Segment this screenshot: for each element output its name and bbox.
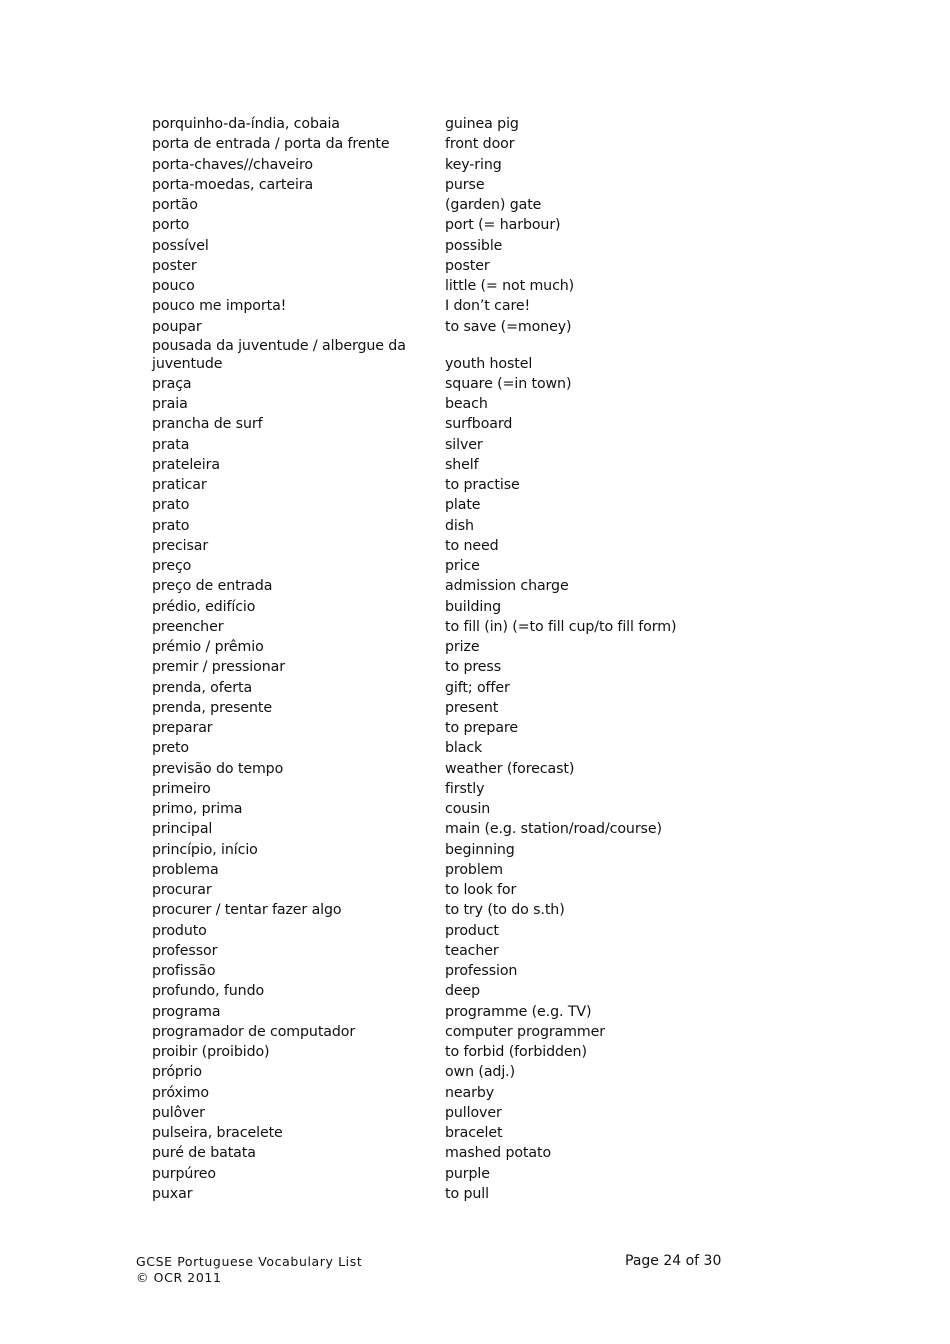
english-translation: price bbox=[445, 558, 480, 574]
english-translation: plate bbox=[445, 497, 481, 514]
vocab-row bbox=[152, 414, 712, 434]
english-translation: possible bbox=[445, 237, 503, 254]
portuguese-term: puré de batata bbox=[152, 1145, 256, 1162]
english-translation: nearby bbox=[445, 1084, 495, 1101]
portuguese-term: precisar bbox=[152, 537, 209, 554]
vocab-row bbox=[152, 900, 712, 920]
english-translation: to forbid (forbidden) bbox=[445, 1044, 587, 1060]
portuguese-term: praticar bbox=[152, 477, 207, 493]
english-translation: building bbox=[445, 598, 502, 615]
portuguese-term: principal bbox=[152, 821, 213, 838]
portuguese-term: próprio bbox=[152, 1064, 202, 1081]
vocab-row bbox=[152, 296, 712, 316]
vocab-row bbox=[152, 317, 712, 337]
portuguese-term: porto bbox=[152, 217, 190, 234]
portuguese-term: prata bbox=[152, 436, 190, 453]
portuguese-term: pouco bbox=[152, 278, 195, 294]
vocab-row bbox=[152, 276, 712, 296]
english-translation: admission charge bbox=[445, 578, 569, 595]
vocab-row bbox=[152, 1123, 712, 1143]
portuguese-term: previsão do tempo bbox=[152, 760, 284, 777]
english-translation: to save (=money) bbox=[445, 318, 572, 335]
english-translation: own (adj.) bbox=[445, 1064, 516, 1081]
vocab-row bbox=[152, 698, 712, 718]
portuguese-term: pulseira, bracelete bbox=[152, 1125, 283, 1141]
vocab-row bbox=[152, 799, 712, 819]
page-number: Page 24 of 30 bbox=[625, 1253, 722, 1269]
english-translation: youth hostel bbox=[445, 356, 533, 373]
portuguese-term: prancha de surf bbox=[152, 416, 263, 433]
vocab-row bbox=[152, 597, 712, 617]
english-translation: weather (forecast) bbox=[445, 760, 575, 777]
vocab-row bbox=[152, 819, 712, 839]
portuguese-term: prateleira bbox=[152, 456, 220, 473]
portuguese-term: primo, prima bbox=[152, 801, 243, 817]
english-translation: pullover bbox=[445, 1104, 502, 1121]
portuguese-term: profissão bbox=[152, 963, 216, 979]
portuguese-term: portão bbox=[152, 197, 198, 213]
portuguese-term: pousada da juventude / albergue da juventude bbox=[152, 337, 406, 373]
vocabulary-table bbox=[152, 114, 712, 1204]
vocab-row bbox=[152, 941, 712, 961]
portuguese-term: preço de entrada bbox=[152, 578, 273, 595]
portuguese-term: porta-moedas, carteira bbox=[152, 176, 314, 193]
vocab-row bbox=[152, 155, 712, 175]
english-translation: shelf bbox=[445, 456, 479, 473]
english-translation: to look for bbox=[445, 882, 517, 898]
vocab-row bbox=[152, 475, 712, 495]
english-translation: beginning bbox=[445, 841, 515, 858]
english-translation: teacher bbox=[445, 942, 499, 959]
english-translation: (garden) gate bbox=[445, 197, 542, 213]
vocab-row bbox=[152, 556, 712, 576]
vocab-row bbox=[152, 1042, 712, 1062]
portuguese-term: pulôver bbox=[152, 1104, 205, 1121]
portuguese-term: próximo bbox=[152, 1084, 209, 1101]
english-translation: port (= harbour) bbox=[445, 217, 561, 234]
portuguese-term: puxar bbox=[152, 1185, 193, 1202]
english-translation: present bbox=[445, 699, 499, 716]
vocab-row bbox=[152, 981, 712, 1001]
english-translation: programme (e.g. TV) bbox=[445, 1003, 592, 1020]
vocab-row bbox=[152, 374, 712, 394]
portuguese-term: prédio, edifício bbox=[152, 598, 256, 615]
vocab-row bbox=[152, 175, 712, 195]
english-translation: computer programmer bbox=[445, 1023, 605, 1040]
portuguese-term: programa bbox=[152, 1003, 221, 1020]
english-translation: to need bbox=[445, 537, 499, 554]
vocab-row bbox=[152, 435, 712, 455]
portuguese-term: porta de entrada / porta da frente bbox=[152, 136, 390, 153]
vocab-row bbox=[152, 1062, 712, 1082]
vocab-row bbox=[152, 961, 712, 981]
english-translation: cousin bbox=[445, 801, 491, 817]
english-translation: little (= not much) bbox=[445, 278, 575, 294]
english-translation: to practise bbox=[445, 477, 520, 493]
portuguese-term: princípio, início bbox=[152, 841, 258, 858]
english-translation: front door bbox=[445, 136, 515, 153]
english-translation: problem bbox=[445, 861, 504, 878]
english-translation: purse bbox=[445, 176, 485, 193]
vocab-row bbox=[152, 718, 712, 738]
vocab-row bbox=[152, 1002, 712, 1022]
portuguese-term: proibir (proibido) bbox=[152, 1044, 270, 1060]
english-translation: deep bbox=[445, 983, 481, 1000]
portuguese-term: preço bbox=[152, 558, 192, 574]
vocab-row bbox=[152, 1022, 712, 1042]
english-translation: to try (to do s.th) bbox=[445, 902, 565, 919]
vocab-row bbox=[152, 134, 712, 154]
vocab-row bbox=[152, 1083, 712, 1103]
vocab-row bbox=[152, 215, 712, 235]
portuguese-term: prato bbox=[152, 517, 190, 534]
vocab-row bbox=[152, 1143, 712, 1163]
portuguese-term: pouco me importa! bbox=[152, 298, 287, 315]
vocab-row bbox=[152, 1184, 712, 1204]
vocab-row bbox=[152, 1103, 712, 1123]
vocab-row bbox=[152, 738, 712, 758]
portuguese-term: procurer / tentar fazer algo bbox=[152, 902, 342, 919]
english-translation: key-ring bbox=[445, 156, 502, 173]
portuguese-term: poupar bbox=[152, 318, 202, 335]
vocab-row bbox=[152, 114, 712, 134]
vocab-row bbox=[152, 394, 712, 414]
vocab-row bbox=[152, 536, 712, 556]
vocab-row bbox=[152, 840, 712, 860]
portuguese-term: produto bbox=[152, 922, 207, 939]
english-translation: mashed potato bbox=[445, 1145, 552, 1162]
portuguese-term: preencher bbox=[152, 618, 224, 635]
portuguese-term: primeiro bbox=[152, 780, 211, 797]
vocab-row bbox=[152, 455, 712, 475]
vocab-row bbox=[152, 236, 712, 256]
english-translation: gift; offer bbox=[445, 679, 510, 696]
english-translation: bracelet bbox=[445, 1125, 503, 1141]
vocab-row bbox=[152, 195, 712, 215]
portuguese-term: praia bbox=[152, 396, 188, 412]
english-translation: prize bbox=[445, 639, 480, 655]
portuguese-term: profundo, fundo bbox=[152, 983, 265, 1000]
footer-copyright: © OCR 2011 bbox=[136, 1270, 222, 1285]
english-translation: to fill (in) (=to fill cup/to fill form) bbox=[445, 618, 677, 635]
english-translation: profession bbox=[445, 963, 518, 979]
portuguese-term: possível bbox=[152, 237, 209, 254]
portuguese-term: professor bbox=[152, 942, 218, 959]
english-translation: I don’t care! bbox=[445, 298, 531, 315]
english-translation: to prepare bbox=[445, 720, 518, 736]
footer-left bbox=[136, 1254, 362, 1286]
english-translation: purple bbox=[445, 1165, 490, 1182]
english-translation: silver bbox=[445, 436, 483, 453]
english-translation: beach bbox=[445, 396, 488, 412]
vocab-row bbox=[152, 1164, 712, 1184]
portuguese-term: premir / pressionar bbox=[152, 659, 285, 676]
english-translation: surfboard bbox=[445, 416, 513, 433]
portuguese-term: prémio / prêmio bbox=[152, 639, 264, 655]
vocab-row bbox=[152, 495, 712, 515]
vocab-row bbox=[152, 576, 712, 596]
english-translation: guinea pig bbox=[445, 116, 519, 132]
vocab-row bbox=[152, 256, 712, 276]
vocab-row bbox=[152, 516, 712, 536]
portuguese-term: poster bbox=[152, 257, 197, 274]
english-translation: square (=in town) bbox=[445, 375, 572, 392]
portuguese-term: purpúreo bbox=[152, 1165, 216, 1182]
vocab-row bbox=[152, 678, 712, 698]
portuguese-term: problema bbox=[152, 861, 219, 878]
vocab-row bbox=[152, 880, 712, 900]
vocab-row bbox=[152, 860, 712, 880]
vocab-row bbox=[152, 637, 712, 657]
portuguese-term: prato bbox=[152, 497, 190, 514]
portuguese-term: porquinho-da-índia, cobaia bbox=[152, 116, 340, 132]
english-translation: product bbox=[445, 922, 499, 939]
vocab-row bbox=[152, 759, 712, 779]
portuguese-term: praça bbox=[152, 375, 192, 392]
portuguese-term: preparar bbox=[152, 720, 213, 736]
english-translation: black bbox=[445, 740, 483, 757]
vocab-row bbox=[152, 779, 712, 799]
portuguese-term: preto bbox=[152, 740, 189, 757]
footer-title: GCSE Portuguese Vocabulary List bbox=[136, 1254, 363, 1269]
english-translation: dish bbox=[445, 517, 474, 534]
english-translation: main (e.g. station/road/course) bbox=[445, 821, 662, 838]
portuguese-term: prenda, oferta bbox=[152, 679, 253, 696]
portuguese-term: porta-chaves//chaveiro bbox=[152, 156, 314, 173]
vocab-row bbox=[152, 657, 712, 677]
portuguese-term: prenda, presente bbox=[152, 699, 273, 716]
english-translation: poster bbox=[445, 257, 490, 274]
english-translation: to pull bbox=[445, 1185, 489, 1202]
vocab-row bbox=[152, 617, 712, 637]
english-translation: to press bbox=[445, 659, 501, 676]
vocab-row bbox=[152, 337, 712, 374]
portuguese-term: procurar bbox=[152, 882, 212, 898]
portuguese-term: programador de computador bbox=[152, 1023, 356, 1040]
vocab-row bbox=[152, 921, 712, 941]
english-translation: firstly bbox=[445, 780, 485, 797]
